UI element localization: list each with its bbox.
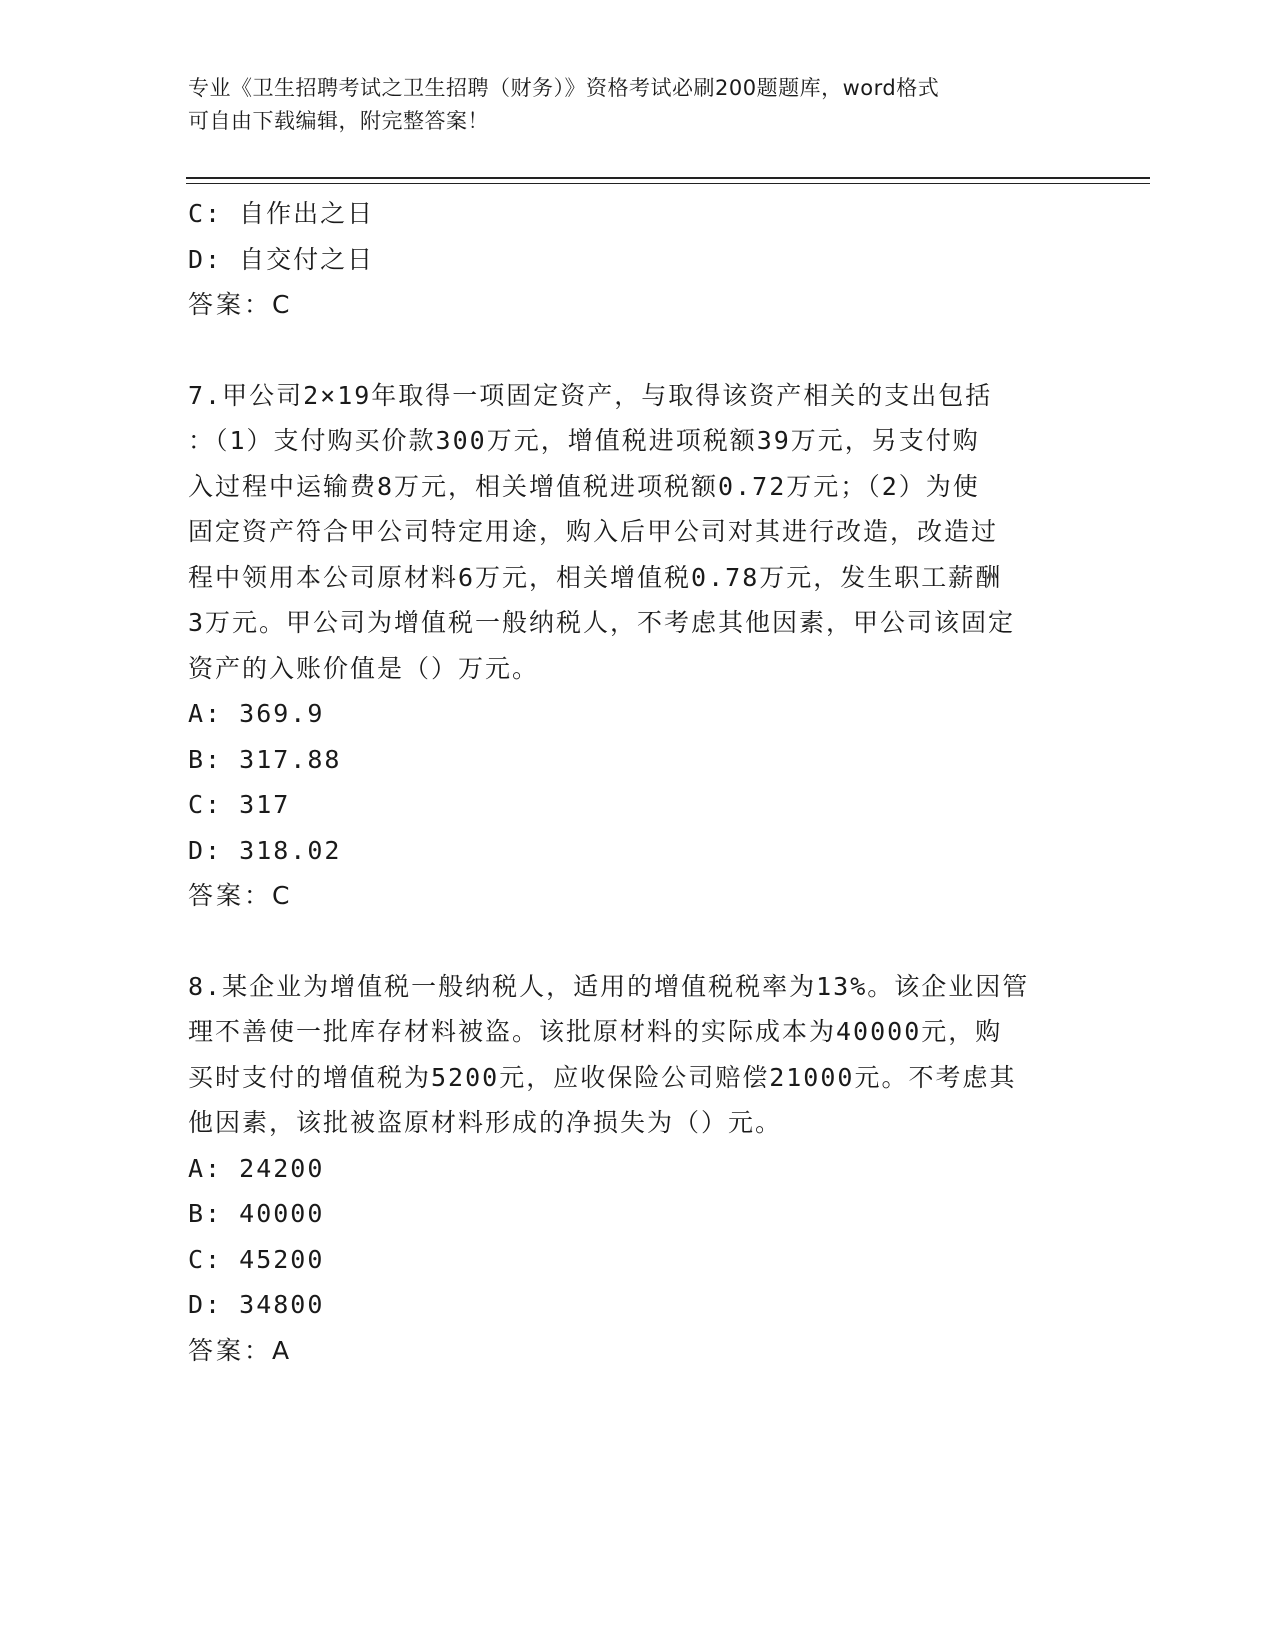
question-text-line: 买时支付的增值税为5200元，应收保险公司赔偿21000元。不考虑其 [188, 1062, 1017, 1092]
header-line-2: 可自由下载编辑，附完整答案！ [188, 109, 489, 133]
question-text-line: 7.甲公司2×19年取得一项固定资产，与取得该资产相关的支出包括 [188, 380, 993, 410]
question-7 [188, 373, 1088, 919]
question-text-line: 固定资产符合甲公司特定用途，购入后甲公司对其进行改造，改造过 [188, 517, 999, 546]
option-line: B: 317.88 [188, 744, 342, 774]
answer-line: 答案：C [188, 881, 293, 910]
question-8 [188, 964, 1088, 1374]
page-header [188, 72, 1068, 138]
answer-line: 答案：C [188, 290, 293, 319]
option-line: D: 自交付之日 [188, 244, 375, 274]
option-line: A: 24200 [188, 1153, 325, 1183]
option-line: D: 34800 [188, 1290, 325, 1319]
header-rule-thick [186, 177, 1150, 179]
option-line: B: 40000 [188, 1199, 325, 1228]
previous-question-tail [188, 191, 1088, 328]
header-line-1: 专业《卫生招聘考试之卫生招聘（财务）》资格考试必刷200题题库，word格式 [188, 76, 940, 100]
option-line: D: 318.02 [188, 835, 342, 865]
header-rule-thin [186, 183, 1150, 184]
option-line: A: 369.9 [188, 699, 325, 728]
question-text-line: 入过程中运输费8万元，相关增值税进项税额0.72万元；（2）为使 [188, 471, 980, 501]
document-body [188, 191, 1088, 1373]
question-text-line: 8.某企业为增值税一般纳税人，适用的增值税税率为13%。该企业因管 [188, 971, 1030, 1001]
spacer [188, 919, 1088, 964]
answer-line: 答案：A [188, 1335, 293, 1365]
question-text-line: 理不善使一批库存材料被盗。该批原材料的实际成本为40000元，购 [188, 1017, 1003, 1046]
question-text-line: ：（1）支付购买价款300万元，增值税进项税额39万元，另支付购 [188, 426, 980, 455]
spacer [188, 328, 1088, 373]
option-line: C: 45200 [188, 1244, 325, 1274]
option-line: C: 自作出之日 [188, 199, 375, 228]
question-text-line: 程中领用本公司原材料6万元，相关增值税0.78万元，发生职工薪酬 [188, 562, 1003, 592]
question-text-line: 他因素，该批被盗原材料形成的净损失为（）元。 [188, 1108, 783, 1137]
option-line: C: 317 [188, 790, 291, 819]
question-text-line: 资产的入账价值是（）万元。 [188, 653, 540, 683]
question-text-line: 3万元。甲公司为增值税一般纳税人，不考虑其他因素，甲公司该固定 [188, 608, 1016, 637]
